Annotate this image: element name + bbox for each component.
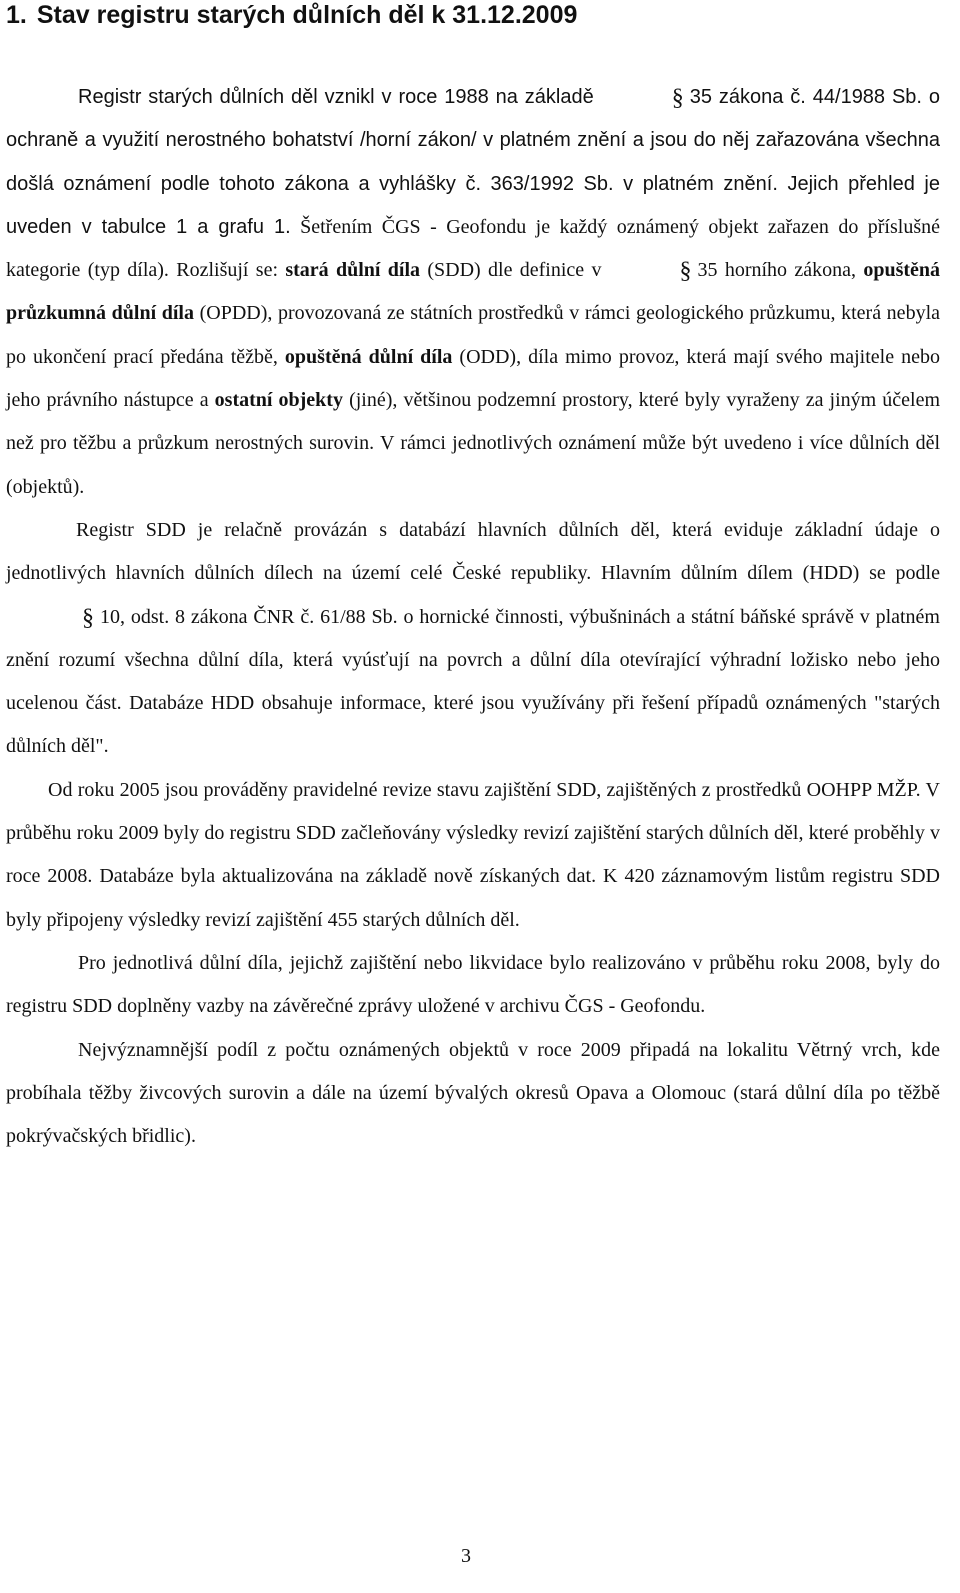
heading-title: Stav registru starých důlních děl k 31.12.2009 — [36, 1, 578, 29]
section-sign-icon: § — [679, 258, 692, 285]
term-other-objects: ostatní objekty — [214, 389, 343, 412]
text-run: 10, odst. 8 zákona ČNR č. 61/88 Sb. o hornické činnosti, výbušninách a státní báňské správě v platném znění rozumí všechna důlní díla, která vyúsťují na povrch a důlní díla otevírající výhradní ložisko nebo jeho ucelenou část. Databáze HDD obsahuje informace, které jsou využívány při řešení případů oznámených "starých důlních děl". — [6, 605, 940, 758]
text-run: Registr SDD je relačně provázán s databází hlavních důlních děl, která eviduje základní údaje o jednotlivých hlavních důlních dílech na území celé České republiky. Hlavním důlním dílem (HDD) se podle — [6, 518, 940, 585]
paragraph-revisions: Od roku 2005 jsou prováděny pravidelné revize stavu zajištění SDD, zajištěných z prostředků OOHPP MŽP. V průběhu roku 2009 byly do registru SDD začleňovány výsledky revizí zajištění starých důlních děl, které proběhly v roce 2008. Databáze byla aktualizována na základě nově získaných dat. K 420 záznamovým listům registru SDD byly připojeny výsledky revizí zajištění 455 starých důlních děl. — [6, 778, 940, 931]
paragraph-registry-origin — [6, 76, 940, 509]
paragraph-hdd-database — [6, 509, 940, 769]
term-sdd: stará důlní díla — [285, 259, 421, 282]
text-run: V rámci jednotlivých oznámení může být uvedeno i více důlních děl (objektů). — [6, 432, 941, 498]
text-run: Rozlišují se: — [176, 259, 279, 282]
body-text — [6, 76, 940, 1158]
term-odd: opuštěná důlní díla — [284, 345, 453, 368]
text-run: (jiné), většinou podzemní prostory, které byly vyraženy za jiným účelem než pro těžbu a průzkum nerostných surovin. — [6, 389, 941, 455]
page-number: 3 — [461, 1545, 471, 1567]
section-sign-icon: § — [671, 85, 684, 111]
text-run: 35 horního zákona, — [697, 259, 856, 282]
text-run: (ODD), díla mimo provoz, která mají svého majitele nebo jeho právního nástupce a — [6, 345, 940, 412]
text-run: 35 zákona č. 44/1988 Sb. o ochraně a využití nerostného bohatství /horní zákon/ v platném znění a jsou do něj zařazována všechna došlá oznámení podle tohoto zákona a vyhlášky č. 363/1992 Sb. v platném znění. Jejich přehled je uveden v tabulce 1 a grafu 1. — [6, 86, 941, 238]
term-opdd: opuštěná průzkumná důlní díla — [6, 259, 941, 325]
text-run: (SDD) dle definice v — [427, 259, 602, 282]
section-heading — [6, 0, 577, 32]
paragraph-archive-links: Pro jednotlivá důlní díla, jejichž zajištění nebo likvidace bylo realizováno v průběhu roku 2008, byly do registru SDD doplněny vazby na závěrečné zprávy uložené v archivu ČGS - Geofondu. — [6, 951, 940, 1018]
paragraph-notable-sites: Nejvýznamnější podíl z počtu oznámených objektů v roce 2009 připadá na lokalitu Větrný vrch, kde probíhala těžby živcových surovin a dále na území bývalých okresů Opava a Olomouc (stará důlní díla po těžbě pokrývačských břidlic). — [6, 1038, 940, 1148]
text-run: Šetřením ČGS - Geofondu je každý oznámený objekt zařazen do příslušné kategorie (typ díla). — [6, 215, 940, 282]
text-run: (OPDD), provozovaná ze státních prostředků v rámci geologického průzkumu, která nebyla po ukončení prací předána těžbě, — [6, 302, 940, 368]
text-run: Registr starých důlních děl vznikl v roce 1988 na základě — [78, 86, 594, 108]
heading-number: 1. — [6, 1, 27, 29]
section-sign-icon: § — [82, 604, 94, 631]
